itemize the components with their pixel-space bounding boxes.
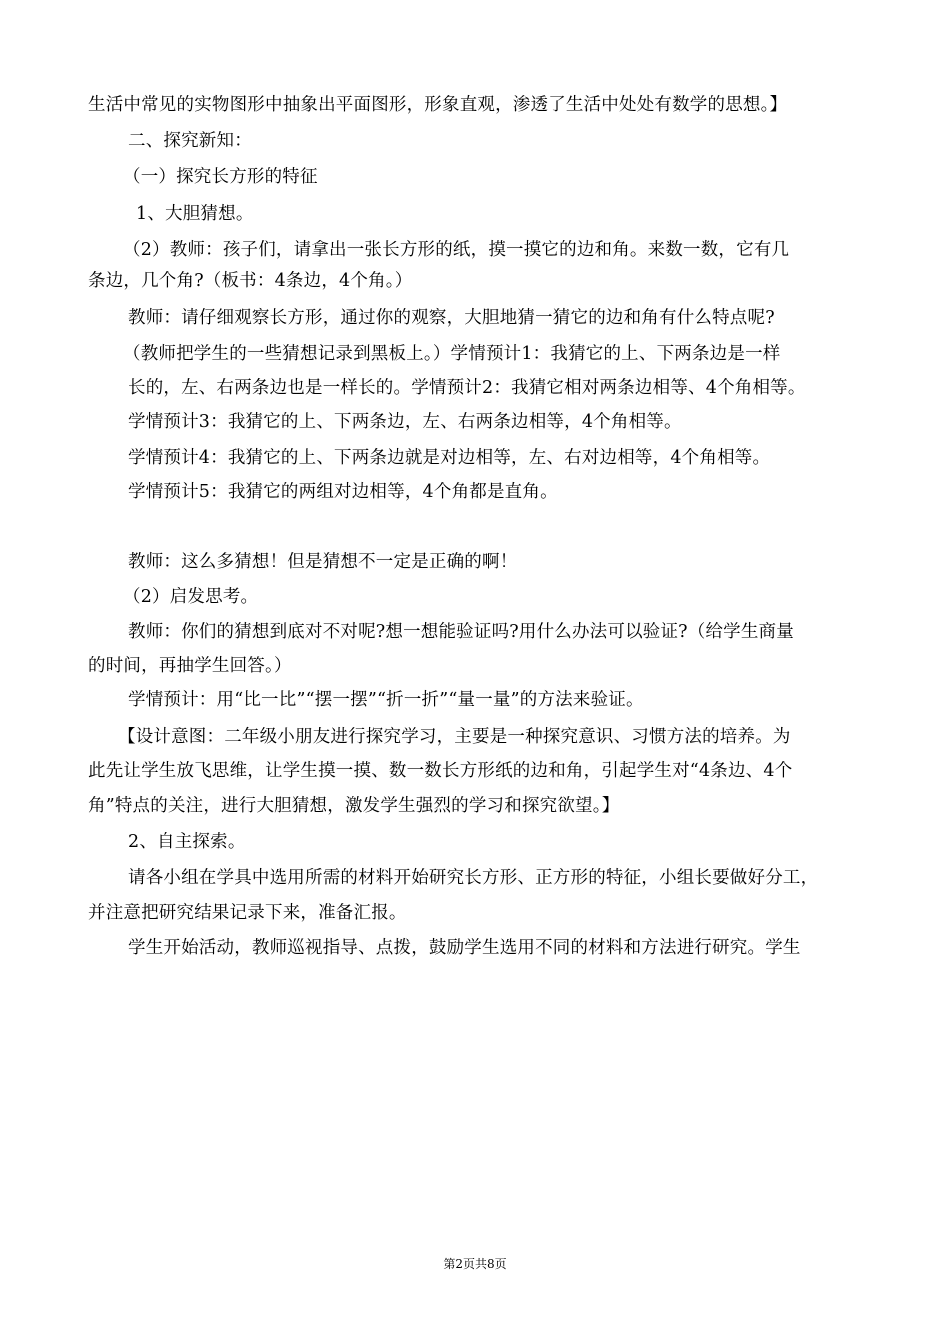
paragraph-line: 并注意把研究结果记录下来，准备汇报。 [88,903,407,923]
section-heading: 二、探究新知： [128,131,252,151]
design-intent-line: 角”特点的关注，进行大胆猜想，激发学生强烈的学习和探究欲望。】 [88,796,620,816]
step-heading: 2、自主探索。 [128,832,246,852]
paragraph-line: 教师：请仔细观察长方形，通过你的观察，大胆地猜一猜它的边和角有什么特点呢? [128,308,775,328]
paragraph-line: 学情预计4：我猜它的上、下两条边就是对边相等，左、右对边相等，4个角相等。 [128,448,771,468]
paragraph-line: 学情预计3：我猜它的上、下两条边，左、右两条边相等，4个角相等。 [128,412,682,432]
step-heading: （2）启发思考。 [123,587,259,607]
paragraph-line: 教师：这么多猜想！但是猜想不一定是正确的啊！ [128,552,518,572]
paragraph-line: 生活中常见的实物图形中抽象出平面图形，形象直观，渗透了生活中处处有数学的思想。】 [88,95,788,115]
paragraph-line: 学生开始活动，教师巡视指导、点拨，鼓励学生选用不同的材料和方法进行研究。学生 [128,938,801,958]
design-intent-line: 【设计意图：二年级小朋友进行探究学习，主要是一种探究意识、习惯方法的培养。为 [118,727,791,747]
subsection-heading: （一）探究长方形的特征 [123,167,318,187]
paragraph-line: 条边，几个角?（板书：4条边，4个角。） [88,271,413,291]
step-heading: 1、大胆猜想。 [136,204,254,224]
paragraph-line: 教师：你们的猜想到底对不对呢?想一想能验证吗?用什么办法可以验证?（给学生商量 [128,622,794,642]
paragraph-line: 的时间，再抽学生回答。） [88,656,292,676]
paragraph-line: （2）教师：孩子们，请拿出一张长方形的纸，摸一摸它的边和角。来数一数，它有几 [123,240,790,260]
paragraph-line: 长的，左、右两条边也是一样长的。学情预计2：我猜它相对两条边相等、4个角相等。 [128,378,806,398]
design-intent-line: 此先让学生放飞思维，让学生摸一摸、数一数长方形纸的边和角，引起学生对“4条边、4个 [88,761,793,781]
paragraph-line: 学情预计：用“比一比”“摆一摆”“折一折”“量一量”的方法来验证。 [128,690,644,710]
paragraph-line: 请各小组在学具中选用所需的材料开始研究长方形、正方形的特征，小组长要做好分工， [128,868,819,888]
page-number-footer: 第2页共8页 [443,1257,507,1271]
paragraph-line: 学情预计5：我猜它的两组对边相等，4个角都是直角。 [128,482,558,502]
paragraph-line: （教师把学生的一些猜想记录到黑板上。）学情预计1：我猜它的上、下两条边是一样 [123,344,781,364]
